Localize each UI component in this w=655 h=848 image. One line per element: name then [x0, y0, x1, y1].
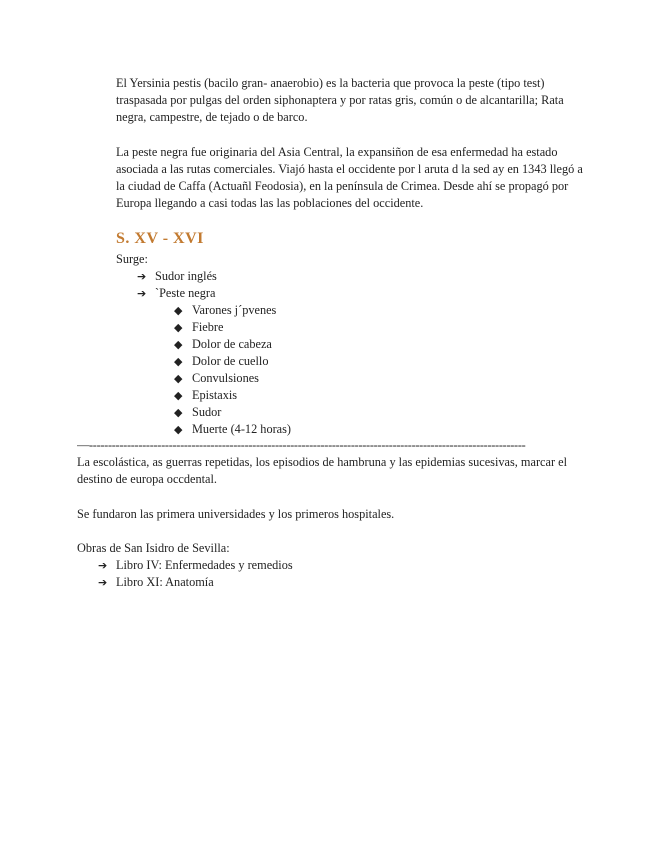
symptom-label: Convulsiones — [192, 371, 259, 385]
symptom-label: Dolor de cuello — [192, 354, 269, 368]
symptom-item — [174, 370, 259, 387]
symptom-label: Epistaxis — [192, 388, 238, 402]
list-item-label: Libro XI: Anatomía — [116, 575, 214, 589]
list-item-libro-xi — [98, 574, 214, 591]
list-item-sudor-ingles — [137, 268, 217, 285]
surge-label: Surge: — [116, 252, 148, 266]
paragraph-peste-negra: La peste negra fue originaria del Asia Central, la expansiñon de esa enfermedad ha estado asociada a las rutas comerciales. Viajó hasta el occidente por l aruta d la sed ay en 1343 llegó a la ciudad de Caffa (Actuañl Feodosia), en la península de Crimea. Desde ahí se propagó por Europa llegando a casi todas las las poblaciones del occidente. — [116, 145, 583, 210]
symptom-label: Muerte (4-12 horas) — [192, 422, 292, 436]
section-heading: S. XV - XVI — [116, 230, 204, 247]
symptom-item — [174, 353, 269, 370]
symptom-label: Sudor — [192, 405, 222, 419]
list-item-libro-iv — [98, 557, 293, 574]
arrow-bullet-icon: ➔ — [98, 559, 108, 572]
list-item-peste-negra — [137, 285, 215, 302]
symptom-item — [174, 421, 291, 438]
arrow-bullet-icon: ➔ — [137, 287, 147, 300]
list-item-label: Sudor inglés — [155, 269, 217, 283]
symptom-item — [174, 336, 272, 353]
diamond-bullet-icon: ◆ — [174, 304, 183, 317]
paragraph-escolastica: La escolástica, as guerras repetidas, los episodios de hambruna y las epidemias sucesivas, marcar el destino de europa occdental. — [77, 455, 567, 486]
paragraph-yersinia: El Yersinia pestis (bacilo gran- anaerobio) es la bacteria que provoca la peste (tipo test) traspasada por pulgas del orden siphonaptera y por ratas gris, común o de alcantarilla; Rata negra, campestre, de tejado o de barco. — [116, 76, 564, 124]
symptom-label: Varones j´pvenes — [192, 303, 277, 317]
diamond-bullet-icon: ◆ — [174, 338, 183, 351]
symptom-label: Fiebre — [192, 320, 224, 334]
diamond-bullet-icon: ◆ — [174, 389, 183, 402]
obras-intro: Obras de San Isidro de Sevilla: — [77, 541, 230, 555]
symptom-label: Dolor de cabeza — [192, 337, 272, 351]
diamond-bullet-icon: ◆ — [174, 372, 183, 385]
list-item-label: `Peste negra — [155, 286, 216, 300]
dashed-divider: —------------------------------------------------------------------------------------------------------------------- — [77, 438, 526, 452]
arrow-bullet-icon: ➔ — [137, 270, 147, 283]
diamond-bullet-icon: ◆ — [174, 423, 183, 436]
symptom-item — [174, 302, 276, 319]
diamond-bullet-icon: ◆ — [174, 355, 183, 368]
symptom-item — [174, 404, 221, 421]
list-item-label: Libro IV: Enfermedades y remedios — [116, 558, 293, 572]
symptom-item — [174, 387, 237, 404]
symptom-item — [174, 319, 223, 336]
paragraph-universidades: Se fundaron las primera universidades y los primeros hospitales. — [77, 507, 395, 521]
diamond-bullet-icon: ◆ — [174, 321, 183, 334]
arrow-bullet-icon: ➔ — [98, 576, 108, 589]
diamond-bullet-icon: ◆ — [174, 406, 183, 419]
